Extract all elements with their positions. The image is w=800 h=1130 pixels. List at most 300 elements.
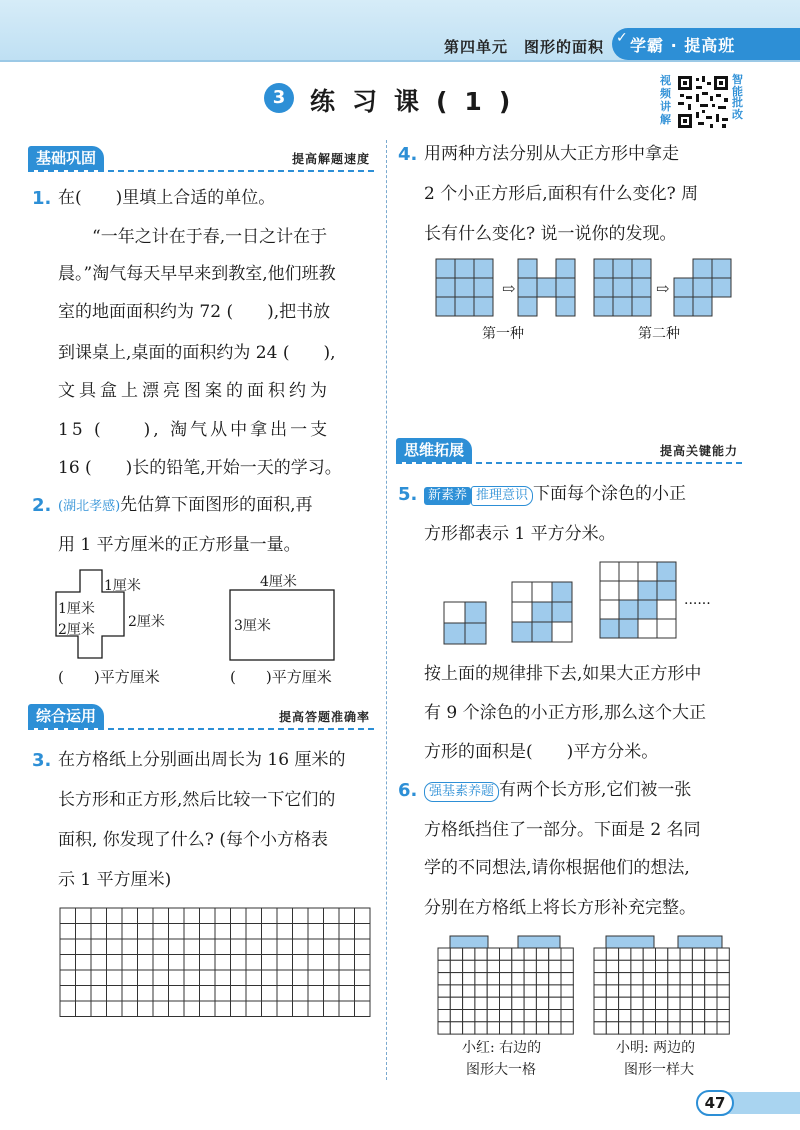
grid-cell <box>91 955 107 971</box>
grid-cell <box>122 986 138 1002</box>
shaded-square <box>465 602 486 623</box>
section-goal: 提高关键能力 <box>659 444 738 458</box>
grid-cell <box>324 1001 340 1017</box>
q3-line: 长方形和正方形,然后比较一下它们的 <box>58 790 336 810</box>
grid-cell <box>717 948 729 960</box>
grid-cell <box>138 908 154 924</box>
brand-flag-icon: ✓ <box>616 30 628 46</box>
grid-cell <box>200 1001 216 1017</box>
grid-cell <box>656 1010 668 1022</box>
grid-cell <box>107 908 123 924</box>
grid-cell <box>475 985 487 997</box>
grid-cell <box>524 1022 536 1034</box>
q2-line: 用 1 平方厘米的正方形量一量。 <box>58 535 301 555</box>
q1-line: 到课桌上,桌面的面积约为 24 ( ), <box>58 343 336 363</box>
grid-cell <box>594 973 606 985</box>
unit-square <box>674 278 693 297</box>
q4-figures <box>436 258 736 320</box>
grid-cell <box>692 973 704 985</box>
grid-cell <box>606 960 618 972</box>
grid-cell <box>463 948 475 960</box>
grid-cell <box>231 1001 247 1017</box>
grid-cell <box>324 986 340 1002</box>
region-tag: (湖北孝感) <box>58 499 121 514</box>
grid-cell <box>169 924 185 940</box>
grid-cell <box>500 1022 512 1034</box>
shape1-label: 1厘米 <box>104 578 141 594</box>
grid-cell <box>215 986 231 1002</box>
grid-cell <box>524 1010 536 1022</box>
qr-code-icon[interactable] <box>676 74 730 130</box>
unit-square <box>474 259 493 278</box>
grid-cell <box>594 948 606 960</box>
question-number: 6. <box>398 780 418 801</box>
blank-square <box>619 581 638 600</box>
grid-cell <box>512 948 524 960</box>
shape1-label: 1厘米 <box>58 601 95 617</box>
grid-cell <box>76 970 92 986</box>
grid-cell <box>524 985 536 997</box>
unit-square <box>556 278 575 297</box>
grid-cell <box>293 955 309 971</box>
grid-cell <box>138 924 154 940</box>
grid-cell <box>308 986 324 1002</box>
unit-square <box>693 297 712 316</box>
q5-line <box>424 484 686 506</box>
grid-paper[interactable] <box>60 908 376 1014</box>
grid-cell <box>524 997 536 1009</box>
grid-cell <box>549 1022 561 1034</box>
grid-cell <box>277 955 293 971</box>
grid-cell <box>619 1010 631 1022</box>
grid-cell <box>246 908 262 924</box>
grid-cell <box>277 1001 293 1017</box>
grid-cell <box>91 908 107 924</box>
grid-cell <box>536 948 548 960</box>
staircase-pattern <box>444 562 676 644</box>
grid-cell <box>463 1010 475 1022</box>
grid-cell <box>692 985 704 997</box>
grid-cell <box>692 997 704 1009</box>
big-square-figure <box>594 259 651 316</box>
grid-cell <box>668 997 680 1009</box>
grid-cell <box>231 939 247 955</box>
grid-cell <box>717 997 729 1009</box>
section-name: 思维拓展 <box>396 438 472 462</box>
grid-cell <box>438 948 450 960</box>
unit-square <box>455 278 474 297</box>
grid-cell <box>107 986 123 1002</box>
grid-cell <box>324 924 340 940</box>
q6-line: 学的不同想法,请你根据他们的想法, <box>424 858 690 878</box>
grid-cell <box>339 939 355 955</box>
q1-line: “一年之计在于春,一日之计在于 <box>92 227 328 247</box>
grid-cell <box>606 997 618 1009</box>
grid-cell <box>308 955 324 971</box>
grid-cell <box>500 960 512 972</box>
grid-cell <box>91 1001 107 1017</box>
grid-cell <box>668 948 680 960</box>
unit-square <box>712 259 731 278</box>
grid-cell <box>680 985 692 997</box>
grid-cell <box>277 986 293 1002</box>
grid-cell <box>705 973 717 985</box>
rectangle-visible-part <box>678 936 722 948</box>
q1-line: 16 ( )长的铅笔,开始一天的学习。 <box>58 458 342 478</box>
grid-cell <box>246 970 262 986</box>
ellipsis: ...... <box>684 592 711 608</box>
grid-cell <box>692 948 704 960</box>
unit-square <box>594 297 613 316</box>
grid-cell <box>200 939 216 955</box>
grid-cell <box>594 1022 606 1034</box>
grid-cell <box>438 973 450 985</box>
blank-square <box>532 582 552 602</box>
grid-cell <box>215 1001 231 1017</box>
q6-line <box>424 780 691 802</box>
grid-cell <box>184 1001 200 1017</box>
caption: 图形一样大 <box>624 1062 694 1078</box>
column-divider <box>386 140 387 1080</box>
q3-line: 在方格纸上分别画出周长为 16 厘米的 <box>58 750 346 770</box>
figure-caption: 第二种 <box>638 326 680 342</box>
blank-square <box>619 562 638 581</box>
blank-square <box>600 562 619 581</box>
unit-square <box>436 278 455 297</box>
grid-cell <box>705 1010 717 1022</box>
unit-square <box>613 297 632 316</box>
grid-cell <box>215 908 231 924</box>
q3-line: 示 1 平方厘米) <box>58 870 172 890</box>
shaded-square <box>638 581 657 600</box>
grid-cell <box>262 1001 278 1017</box>
grid-cell <box>656 1022 668 1034</box>
grid-cell <box>355 908 371 924</box>
shaded-square <box>657 581 676 600</box>
grid-cell <box>184 908 200 924</box>
grid-cell <box>215 970 231 986</box>
unit-square <box>436 297 455 316</box>
grid-cell <box>339 1001 355 1017</box>
grid-cell <box>705 997 717 1009</box>
grid-cell <box>122 939 138 955</box>
page-number: 47 <box>696 1090 734 1116</box>
lesson-title: 练习课(1) <box>310 87 528 116</box>
grid-cell <box>606 973 618 985</box>
grid-cell <box>355 1001 371 1017</box>
grid-cell <box>631 985 643 997</box>
q2-text: 先估算下面图形的面积,再 <box>120 495 313 515</box>
grid-paper-xiaoming[interactable] <box>594 936 730 1032</box>
blank-square <box>638 562 657 581</box>
grid-cell <box>536 985 548 997</box>
grid-cell <box>438 1010 450 1022</box>
grid-cell <box>324 939 340 955</box>
grid-cell <box>463 973 475 985</box>
answer-blank[interactable]: ( )平方厘米 <box>230 668 332 686</box>
grid-cell <box>717 1022 729 1034</box>
grid-cell <box>475 948 487 960</box>
grid-cell <box>705 948 717 960</box>
blank-square <box>600 581 619 600</box>
shaded-square <box>532 622 552 642</box>
q4-line: 用两种方法分别从大正方形中拿走 <box>424 144 679 164</box>
grid-cell <box>339 986 355 1002</box>
grid-cell <box>293 924 309 940</box>
grid-cell <box>561 1010 573 1022</box>
unit-square <box>712 278 731 297</box>
grid-cell <box>487 960 499 972</box>
shaded-square <box>657 562 676 581</box>
shape1-label: 2厘米 <box>58 622 95 638</box>
grid-cell <box>692 1010 704 1022</box>
grid-cell <box>355 970 371 986</box>
shaded-square <box>638 600 657 619</box>
q4-line: 长有什么变化? 说一说你的发现。 <box>424 224 677 244</box>
grid-cell <box>643 985 655 997</box>
grid-cell <box>512 997 524 1009</box>
grid-cell <box>138 955 154 971</box>
grid-cell <box>138 986 154 1002</box>
badge-strong-base: 强基素养题 <box>424 782 499 802</box>
grid-cell <box>153 970 169 986</box>
grid-cell <box>76 939 92 955</box>
answer-blank[interactable]: ( )平方厘米 <box>58 668 160 686</box>
grid-cell <box>169 955 185 971</box>
grid-cell <box>450 948 462 960</box>
grid-cell <box>512 960 524 972</box>
figure-caption: 第一种 <box>482 326 524 342</box>
unit-square <box>613 278 632 297</box>
grid-cell <box>60 955 76 971</box>
blank-square <box>512 582 532 602</box>
grid-cell <box>536 960 548 972</box>
grid-cell <box>76 986 92 1002</box>
grid-cell <box>169 970 185 986</box>
grid-cell <box>246 939 262 955</box>
grid-cell <box>668 973 680 985</box>
blank-square <box>657 600 676 619</box>
grid-cell <box>246 1001 262 1017</box>
grid-cell <box>463 960 475 972</box>
caption: 图形大一格 <box>466 1062 536 1078</box>
grid-cell <box>450 985 462 997</box>
caption: 小明: 两边的 <box>616 1040 696 1056</box>
grid-cell <box>438 960 450 972</box>
grid-cell <box>107 939 123 955</box>
grid-cell <box>324 908 340 924</box>
grid-cell <box>619 985 631 997</box>
blank-square <box>444 602 465 623</box>
grid-cell <box>561 997 573 1009</box>
grid-cell <box>475 997 487 1009</box>
shaded-square <box>444 623 465 644</box>
grid-cell <box>169 939 185 955</box>
grid-cell <box>308 908 324 924</box>
grid-cell <box>308 924 324 940</box>
grid-cell <box>324 970 340 986</box>
grid-cell <box>60 924 76 940</box>
grid-cell <box>668 985 680 997</box>
grid-cell <box>705 1022 717 1034</box>
grid-cell <box>153 986 169 1002</box>
unit-square <box>518 297 537 316</box>
q5-line: 按上面的规律排下去,如果大正方形中 <box>424 664 702 684</box>
grid-cell <box>524 973 536 985</box>
grid-cell <box>524 960 536 972</box>
grid-cell <box>122 924 138 940</box>
unit-square <box>518 278 537 297</box>
grid-cell <box>656 960 668 972</box>
grid-cell <box>561 973 573 985</box>
grid-cell <box>619 960 631 972</box>
grid-cell <box>487 1010 499 1022</box>
grid-cell <box>324 955 340 971</box>
unit-square <box>436 259 455 278</box>
grid-cell <box>619 1022 631 1034</box>
grid-cell <box>631 960 643 972</box>
big-square-figure <box>436 259 493 316</box>
shaded-square <box>512 622 532 642</box>
grid-cell <box>277 939 293 955</box>
grid-cell <box>643 1022 655 1034</box>
grid-cell <box>594 997 606 1009</box>
q1-line: 室的地面面积约为 72 ( ),把书放 <box>58 302 331 322</box>
grid-cell <box>246 986 262 1002</box>
grid-cell <box>138 939 154 955</box>
grid-cell <box>231 908 247 924</box>
grid-cell <box>631 997 643 1009</box>
question-number: 5. <box>398 484 418 505</box>
grid-cell <box>122 955 138 971</box>
grid-cell <box>60 970 76 986</box>
q1-line: 文具盒上漂亮图案的面积约为 <box>58 381 331 401</box>
grid-cell <box>262 986 278 1002</box>
q1-line: 15 ( ), 淘气从中拿出一支 <box>58 420 331 440</box>
grid-cell <box>308 970 324 986</box>
grid-cell <box>200 970 216 986</box>
section-name: 综合运用 <box>28 704 104 728</box>
grid-paper-xiaohong[interactable] <box>438 936 574 1032</box>
grid-cell <box>339 924 355 940</box>
section-header-basic <box>28 146 374 172</box>
grid-cell <box>656 985 668 997</box>
grid-cell <box>668 1022 680 1034</box>
lesson-number: 3 <box>264 83 294 113</box>
shaded-square <box>552 602 572 622</box>
grid-cell <box>122 1001 138 1017</box>
section-name: 基础巩固 <box>28 146 104 170</box>
grid-cell <box>262 939 278 955</box>
grid-cell <box>293 908 309 924</box>
grid-cell <box>107 955 123 971</box>
unit-square <box>674 297 693 316</box>
grid-cell <box>215 955 231 971</box>
blank-square <box>657 619 676 638</box>
shaded-square <box>552 582 572 602</box>
shaded-square <box>619 600 638 619</box>
grid-cell <box>153 924 169 940</box>
grid-cell <box>138 970 154 986</box>
grid-cell <box>705 985 717 997</box>
section-header-applied <box>28 704 374 730</box>
question-number: 4. <box>398 144 418 165</box>
grid-cell <box>169 908 185 924</box>
grid-cell <box>680 948 692 960</box>
grid-cell <box>293 986 309 1002</box>
caption: 小红: 右边的 <box>462 1040 542 1056</box>
grid-cell <box>262 970 278 986</box>
arrow-icon: ⇨ <box>502 279 516 298</box>
grid-cell <box>643 948 655 960</box>
grid-cell <box>512 1022 524 1034</box>
grid-cell <box>231 970 247 986</box>
grid-cell <box>606 985 618 997</box>
section-goal: 提高答题准确率 <box>278 710 370 724</box>
grid-cell <box>60 1001 76 1017</box>
unit-square <box>455 297 474 316</box>
grid-cell <box>355 924 371 940</box>
grid-cell <box>60 986 76 1002</box>
unit-square <box>632 297 651 316</box>
q5-line: 方形的面积是( )平方分米。 <box>424 742 659 762</box>
grid-cell <box>500 973 512 985</box>
unit-square <box>693 278 712 297</box>
unit-square <box>556 259 575 278</box>
grid-cell <box>169 986 185 1002</box>
grid-cell <box>668 960 680 972</box>
grid-cell <box>277 908 293 924</box>
shaded-square <box>532 602 552 622</box>
grid-cell <box>184 924 200 940</box>
question-number: 2. <box>32 495 52 516</box>
grid-cell <box>76 955 92 971</box>
grid-cell <box>500 1010 512 1022</box>
grid-cell <box>200 986 216 1002</box>
grid-cell <box>475 1010 487 1022</box>
grid-cell <box>246 955 262 971</box>
grid-cell <box>293 939 309 955</box>
grid-cell <box>107 924 123 940</box>
rectangle-visible-part <box>606 936 654 948</box>
grid-cell <box>438 997 450 1009</box>
grid-cell <box>355 939 371 955</box>
grid-cell <box>536 1010 548 1022</box>
q3-line: 面积, 你发现了什么? (每个小方格表 <box>58 830 328 850</box>
grid-cell <box>561 960 573 972</box>
badge-reasoning: 推理意识 <box>471 486 533 506</box>
grid-cell <box>643 960 655 972</box>
grid-cell <box>450 973 462 985</box>
q6-text: 有两个长方形,它们被一张 <box>499 780 692 800</box>
blank-square <box>600 600 619 619</box>
grid-cell <box>705 960 717 972</box>
q1-line: 在( )里填上合适的单位。 <box>58 188 276 208</box>
grid-cell <box>680 1022 692 1034</box>
grid-cell <box>549 948 561 960</box>
grid-cell <box>606 1022 618 1034</box>
grid-cell <box>717 985 729 997</box>
unit-square <box>632 259 651 278</box>
grid-cell <box>231 924 247 940</box>
unit-square <box>632 278 651 297</box>
grid-cell <box>355 986 371 1002</box>
shape2-label: 3厘米 <box>234 618 271 634</box>
grid-cell <box>692 960 704 972</box>
grid-cell <box>76 924 92 940</box>
grid-cell <box>500 948 512 960</box>
grid-cell <box>561 985 573 997</box>
